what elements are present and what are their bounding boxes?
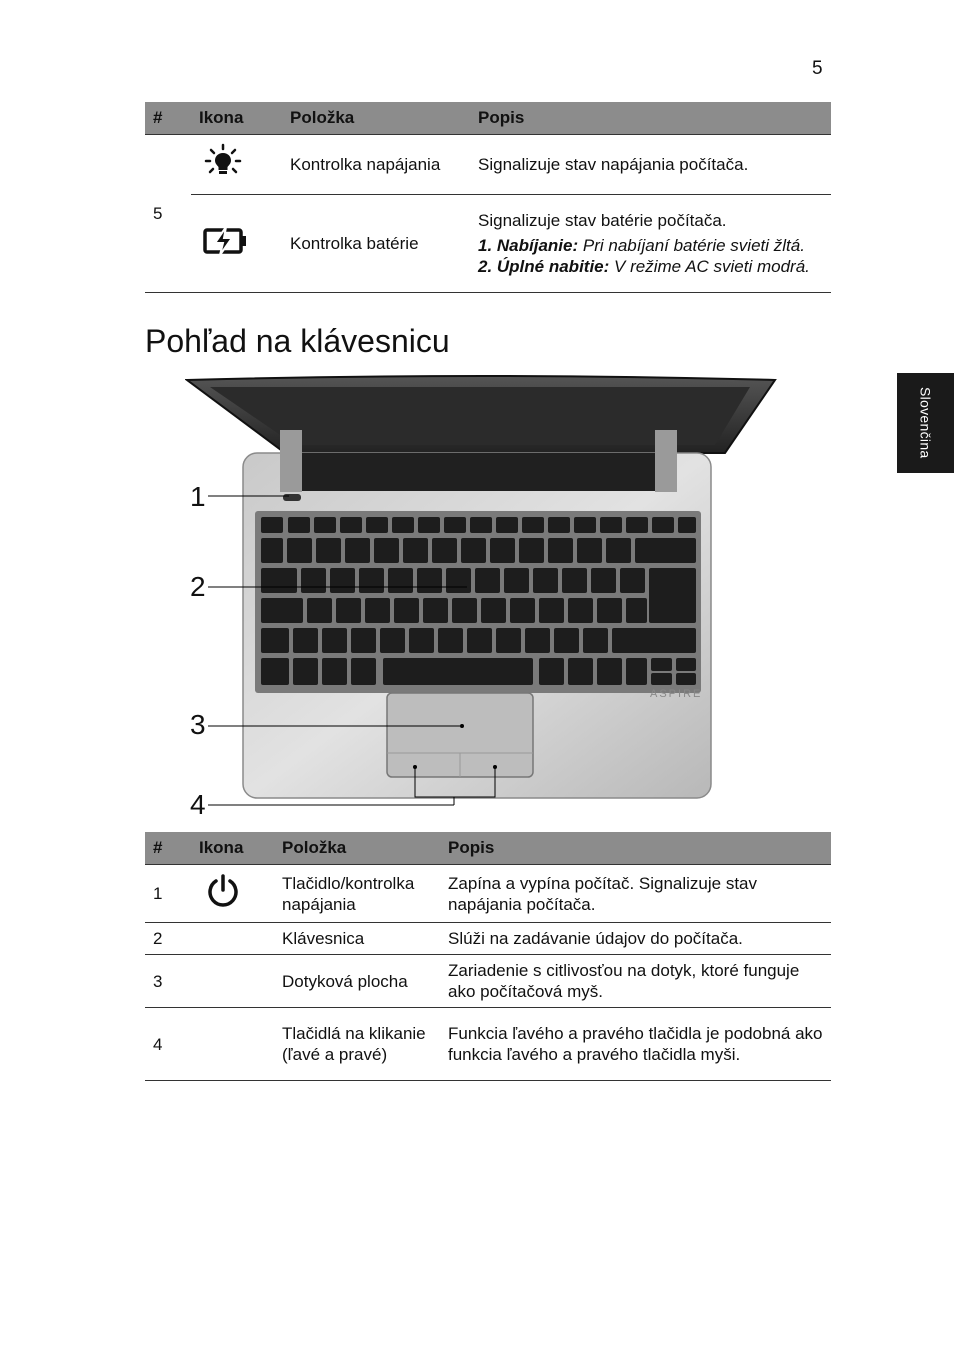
laptop-illustration (185, 375, 785, 815)
power-button-icon (191, 865, 274, 923)
col-item: Položka (274, 832, 440, 865)
item-description: Signalizuje stav napájania počítača. (470, 135, 831, 195)
callout-4: 4 (190, 789, 206, 820)
keyboard-table (145, 832, 831, 1081)
description-text: Signalizuje stav batérie počítača. (478, 211, 727, 230)
brand-logo: ASPIRE (650, 688, 703, 700)
callout-3: 3 (190, 709, 206, 740)
laptop-figure (185, 375, 785, 820)
table-row (145, 1008, 831, 1081)
page-number: 5 (812, 58, 823, 79)
row-number: 1 (145, 865, 191, 923)
item-label: Kontrolka napájania (282, 135, 470, 195)
item-description: Zariadenie s citlivosťou na dotyk, ktoré funguje ako počítačová myš. (440, 955, 831, 1008)
note-label: 1. Nabíjanie: (478, 236, 579, 255)
row-number: 5 (145, 135, 191, 293)
item-label: Klávesnica (274, 923, 440, 955)
col-item: Položka (282, 102, 470, 135)
callout-1: 1 (190, 481, 206, 512)
table-row (145, 195, 831, 293)
note-label: 2. Úplné nabitie: (478, 257, 610, 276)
item-description: Zapína a vypína počítač. Signalizuje stav napájania počítača. (440, 865, 831, 923)
callout-2: 2 (190, 571, 206, 602)
col-icon: Ikona (191, 102, 282, 135)
item-label: Kontrolka batérie (282, 195, 470, 293)
table-row (145, 865, 831, 923)
row-number: 4 (145, 1008, 191, 1081)
section-title: Pohľad na klávesnicu (145, 323, 450, 359)
power-light-icon (191, 135, 282, 195)
indicator-table (145, 102, 831, 293)
item-label: Tlačidlo/kontrolka napájania (274, 865, 440, 923)
table-row (145, 955, 831, 1008)
item-label: Dotyková plocha (274, 955, 440, 1008)
col-description: Popis (470, 102, 831, 135)
col-icon: Ikona (191, 832, 274, 865)
table-row (145, 135, 831, 195)
table-header (145, 832, 831, 865)
col-number: # (145, 832, 191, 865)
item-description: Funkcia ľavého a pravého tlačidla je podobná ako funkcia ľavého a pravého tlačidla myši. (440, 1008, 831, 1081)
row-number: 2 (145, 923, 191, 955)
row-number: 3 (145, 955, 191, 1008)
battery-charge-icon (191, 195, 282, 293)
note-text: V režime AC svieti modrá. (614, 257, 810, 276)
col-number: # (145, 102, 191, 135)
col-description: Popis (440, 832, 831, 865)
table-header (145, 102, 831, 135)
table-row (145, 923, 831, 955)
item-label: Tlačidlá na klikanie (ľavé a pravé) (274, 1008, 440, 1081)
item-description (470, 195, 831, 293)
note-text: Pri nabíjaní batérie svieti žltá. (582, 236, 805, 255)
item-description: Slúži na zadávanie údajov do počítača. (440, 923, 831, 955)
language-tab: Slovenčina (897, 373, 954, 473)
